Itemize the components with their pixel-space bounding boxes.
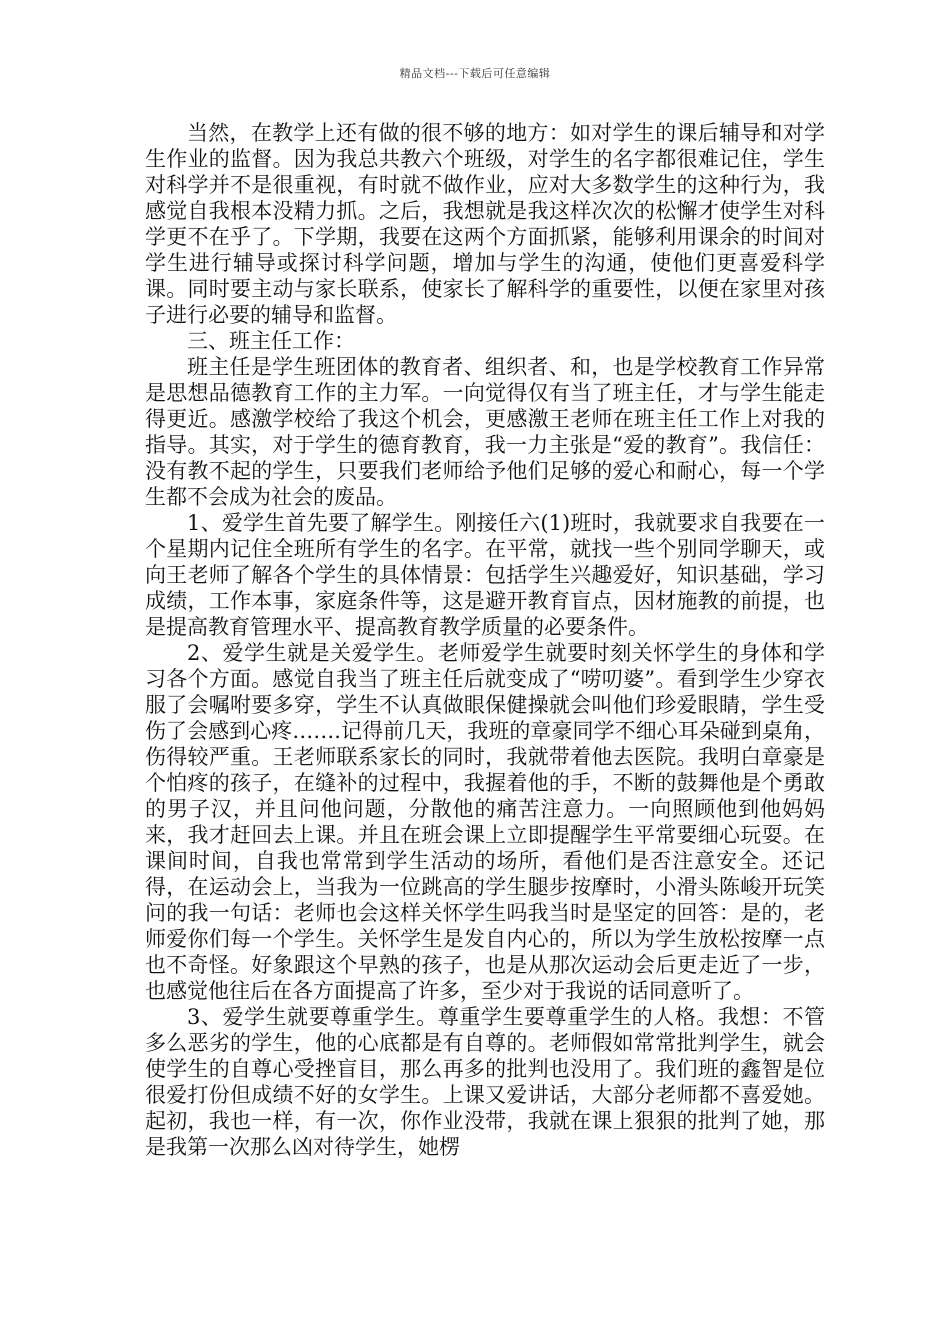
paragraph-understand-students: 1、爱学生首先要了解学生。刚接任六(1)班时，我就要求自我要在一个星期内记住全班所有学生的名字。在平常，就找一些个别同学聊天，或向王老师了解各个学生的具体情景：包括学生兴趣爱好，知识基础，学习成绩，工作本事，家庭条件等，这是避开教育盲点，因材施教的前提，也是提高教育管理水平、提高教育教学质量的必要条件。 — [145, 511, 825, 639]
page-header: 精品文档---下载后可任意编辑 — [399, 67, 551, 80]
paragraph-head-teacher-role: 班主任是学生班团体的教育者、组织者、和，也是学校教育工作异常是思想品德教育工作的主力军。一向觉得仅有当了班主任，才与学生能走得更近。感激学校给了我这个机会，更感激王老师在班主任工作上对我的指导。其实，对于学生的德育教育，我一力主张是“爱的教育”。我信任：没有教不起的学生，只要我们老师给予他们足够的爱心和耐心，每一个学生都不会成为社会的废品。 — [145, 355, 825, 509]
document-body — [145, 120, 825, 1160]
paragraph-care-for-students: 2、爱学生就是关爱学生。老师爱学生就要时刻关怀学生的身体和学习各个方面。感觉自我当了班主任后就变成了“唠叨婆”。看到学生少穿衣服了会嘱咐要多穿，学生不认真做眼保健操就会叫他们珍爱眼睛，学生受伤了会感到心疼…….记得前几天，我班的章豪同学不细心耳朵碰到桌角，伤得较严重。王老师联系家长的同时，我就带着他去医院。我明白章豪是个怕疼的孩子，在缝补的过程中，我握着他的手，不断的鼓舞他是个勇敢的男子汉，并且问他问题，分散他的痛苦注意力。一向照顾他到他妈妈来，我才赶回去上课。并且在班会课上立即提醒学生平常要细心玩耍。在课间时间，自我也常常到学生活动的场所，看他们是否注意安全。还记得，在运动会上，当我为一位跳高的学生腿步按摩时，小滑头陈峻开玩笑问的我一句话：老师也会这样关怀学生吗我当时是坚定的回答：是的，老师爱你们每一个学生。关怀学生是发自内心的，所以为学生放松按摩一点也不奇怪。好象跟这个早熟的孩子，也是从那次运动会后更走近了一步，也感觉他往后在各方面提高了许多，至少对于我说的话同意听了。 — [145, 641, 825, 1003]
paragraph-respect-students: 3、爱学生就要尊重学生。尊重学生要尊重学生的人格。我想：不管多么恶劣的学生，他的心底都是有自尊的。老师假如常常批判学生，就会使学生的自尊心受挫盲目，那么再多的批判也没用了。我们班的鑫智是位很爱打份但成绩不好的女学生。上课又爱讲话，大部分老师都不喜爱她。起初，我也一样，有一次，你作业没带，我就在课上狠狠的批判了她，那是我第一次那么凶对待学生，她楞 — [145, 1005, 825, 1159]
section-heading-head-teacher-work: 三、班主任工作： — [187, 329, 355, 353]
paragraph-teaching-shortcomings: 当然，在教学上还有做的很不够的地方：如对学生的课后辅导和对学生作业的监督。因为我总共教六个班级，对学生的名字都很难记住，学生对科学并不是很重视，有时就不做作业，应对大多数学生的这种行为，我感觉自我根本没精力抓。之后，我想就是我这样次次的松懈才使学生对科学更不在乎了。下学期，我要在这两个方面抓紧，能够利用课余的时间对学生进行辅导或探讨科学问题，增加与学生的沟通，使他们更喜爱科学课。同时要主动与家长联系，使家长了解科学的重要性，以便在家里对孩子进行必要的辅导和监督。 — [145, 121, 825, 327]
